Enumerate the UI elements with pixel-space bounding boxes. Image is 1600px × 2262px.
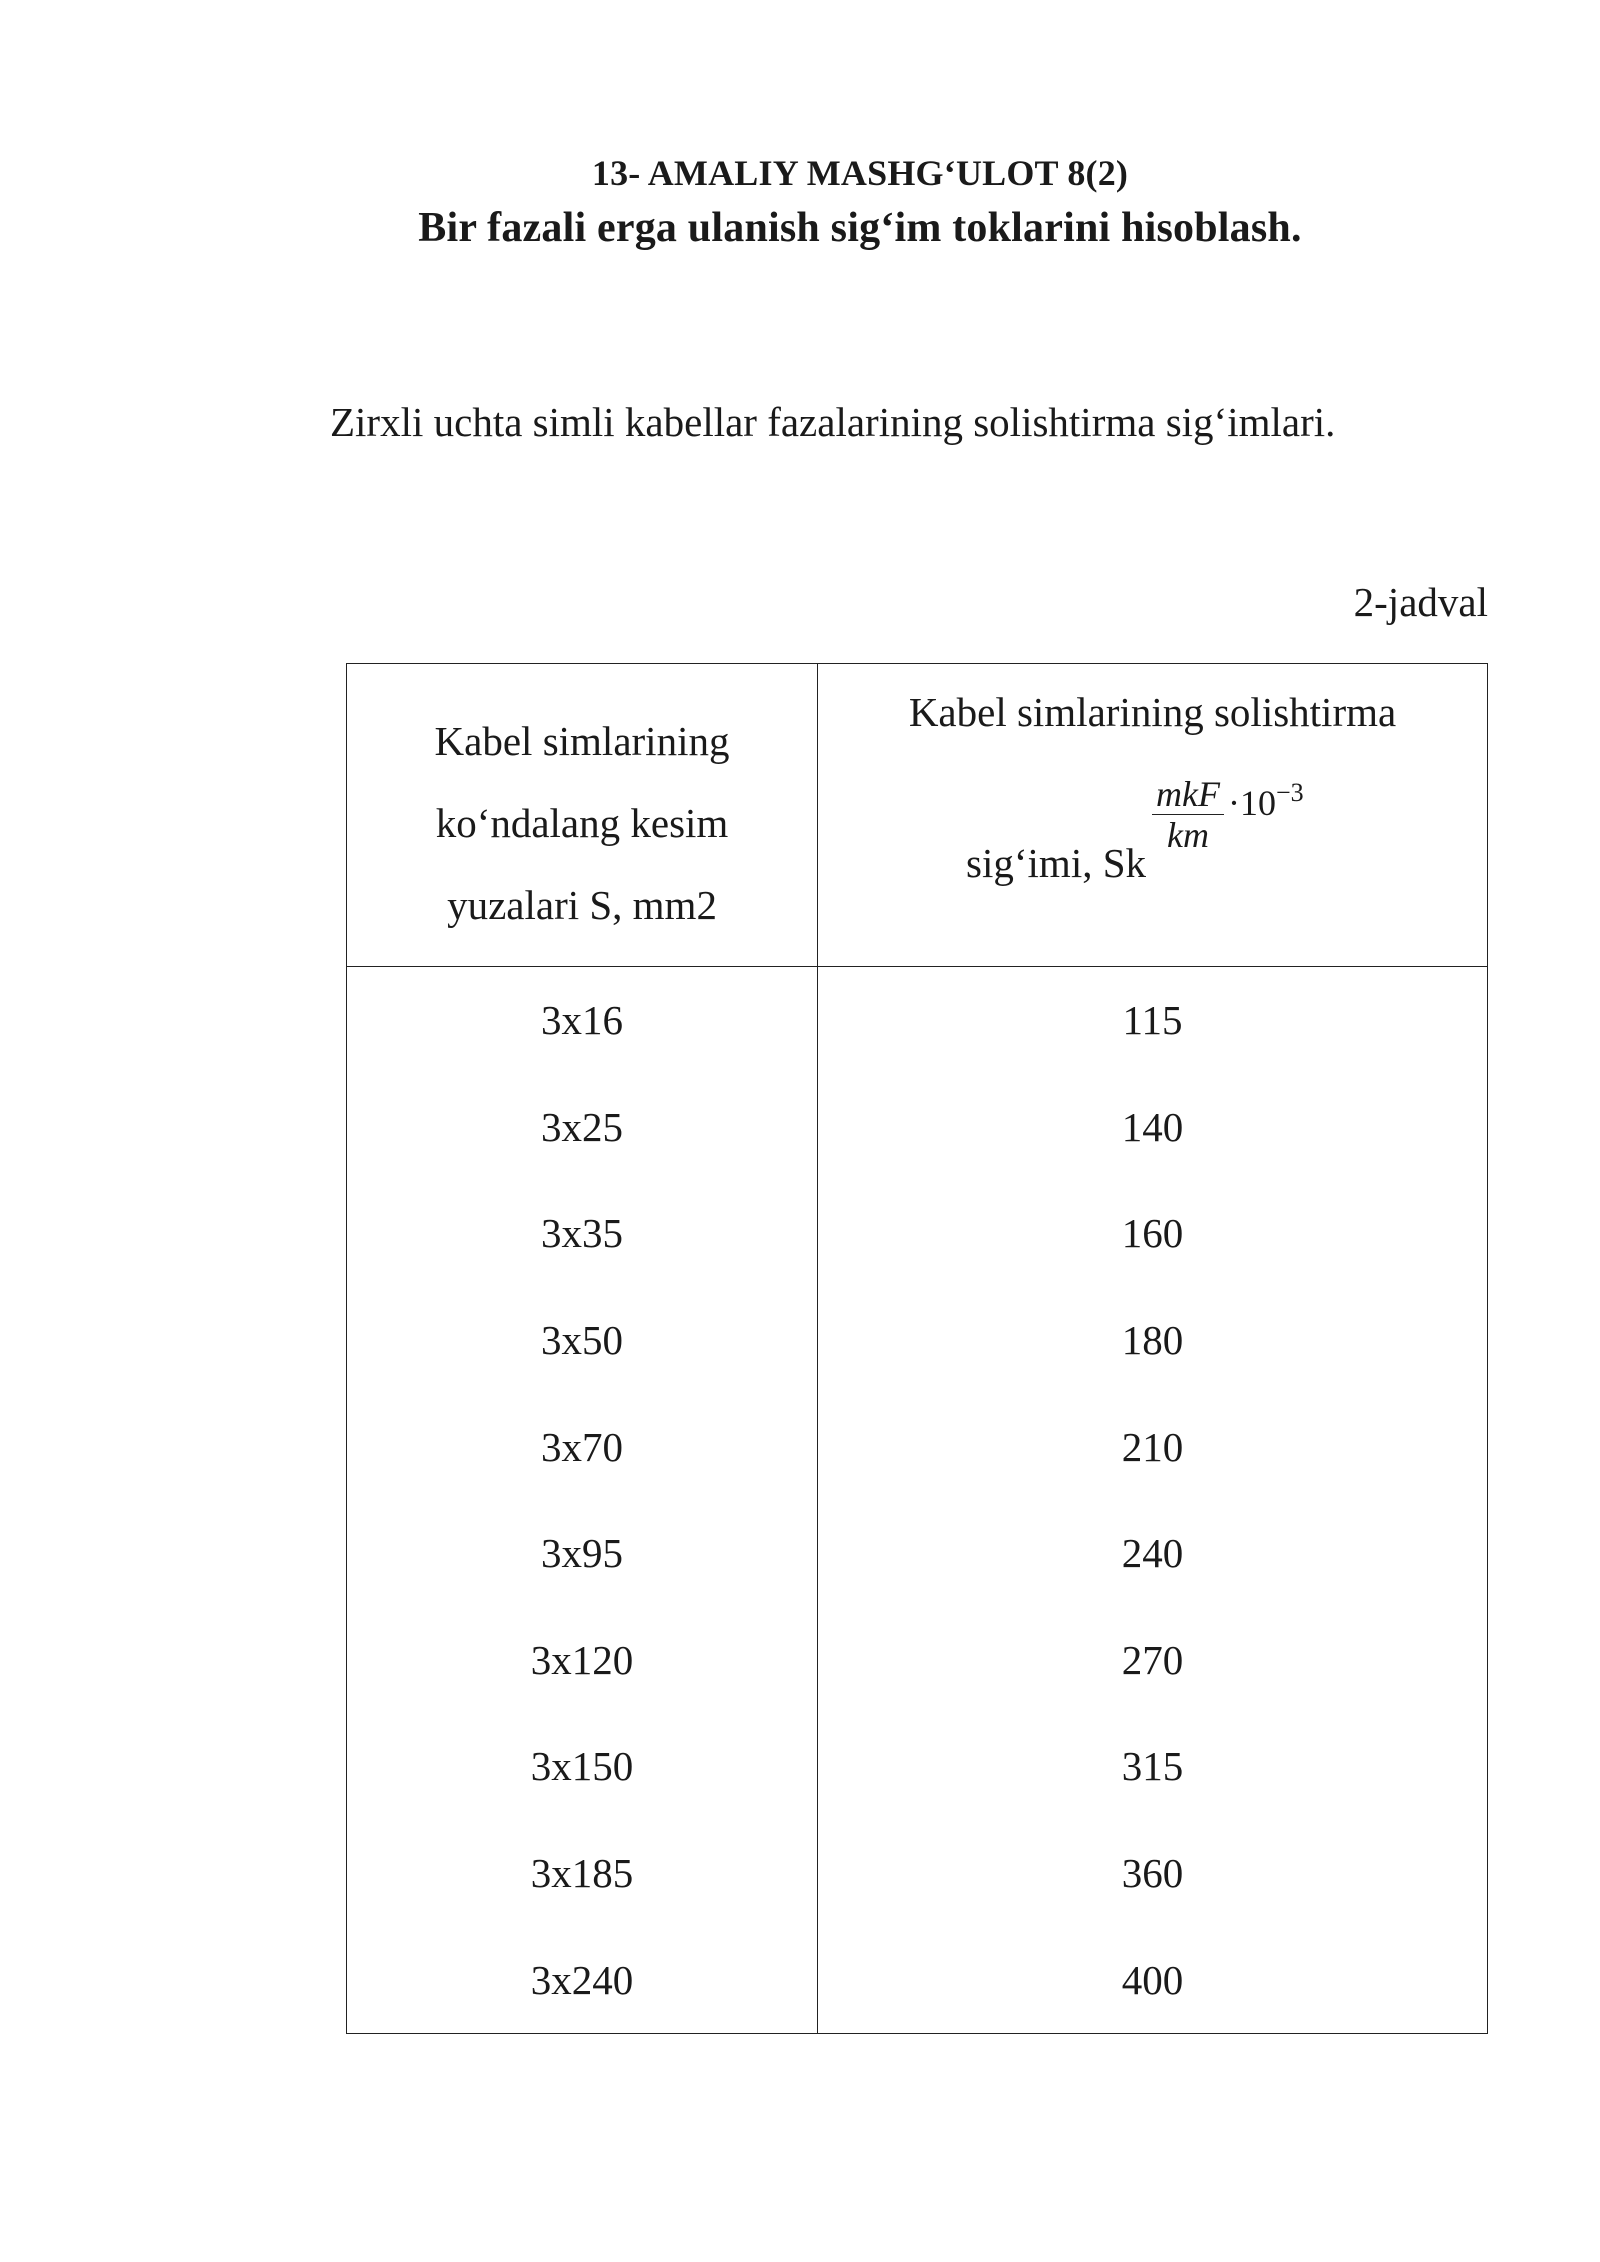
table-row	[347, 1180, 1488, 1287]
table-row	[347, 967, 1488, 1074]
cell-capacity: 315	[818, 1713, 1488, 1820]
unit-power	[1228, 778, 1304, 824]
cell-capacity: 115	[818, 967, 1488, 1074]
cell-capacity: 360	[818, 1820, 1488, 1927]
cell-capacity: 240	[818, 1500, 1488, 1607]
table-caption: 2-jadval	[1353, 579, 1488, 625]
table-row	[347, 1393, 1488, 1500]
table-row	[347, 1820, 1488, 1927]
cell-cross-section: 3x240	[347, 1926, 818, 2033]
header-left-line: yuzalari S, mm2	[447, 882, 717, 928]
header-specific-capacity	[818, 664, 1488, 967]
cell-capacity: 180	[818, 1287, 1488, 1394]
table-row	[347, 1926, 1488, 2033]
cell-capacity: 270	[818, 1607, 1488, 1714]
cell-cross-section: 3x35	[347, 1180, 818, 1287]
cell-cross-section: 3x50	[347, 1287, 818, 1394]
exercise-subtitle: Bir fazali erga ulanish sig‘im toklarini hisoblash.	[418, 205, 1302, 251]
unit-formula	[1152, 774, 1304, 855]
unit-factor: ·10	[1228, 782, 1276, 823]
unit-numerator: mkF	[1156, 774, 1220, 814]
cell-cross-section: 3x70	[347, 1393, 818, 1500]
header-cross-section	[347, 664, 818, 967]
cell-cross-section: 3x16	[347, 967, 818, 1074]
cell-capacity: 140	[818, 1074, 1488, 1181]
cable-capacity-table	[346, 663, 1488, 2034]
table-row	[347, 1074, 1488, 1181]
cell-cross-section: 3x25	[347, 1074, 818, 1181]
exercise-title: 13- AMALIY MASHG‘ULOT 8(2)	[591, 153, 1129, 193]
header-left-line: ko‘ndalang kesim	[435, 800, 729, 846]
cell-cross-section: 3x150	[347, 1713, 818, 1820]
cell-cross-section: 3x120	[347, 1607, 818, 1714]
unit-fraction	[1152, 774, 1224, 855]
table-row	[347, 1287, 1488, 1394]
table-body	[347, 967, 1488, 2034]
table-row	[347, 1713, 1488, 1820]
cell-capacity: 210	[818, 1393, 1488, 1500]
header-right-line: Kabel simlarining solishtirma	[908, 689, 1397, 735]
cell-capacity: 400	[818, 1926, 1488, 2033]
unit-exponent: −3	[1276, 777, 1304, 807]
cell-capacity: 160	[818, 1180, 1488, 1287]
table-row	[347, 1607, 1488, 1714]
header-right-line: sig‘imi, Sk	[966, 840, 1147, 886]
table-header-row	[347, 664, 1488, 967]
header-left-line: Kabel simlarining	[434, 718, 730, 764]
unit-denominator: km	[1167, 815, 1209, 855]
table-row	[347, 1500, 1488, 1607]
cell-cross-section: 3x185	[347, 1820, 818, 1927]
cell-cross-section: 3x95	[347, 1500, 818, 1607]
intro-paragraph: Zirxli uchta simli kabellar fazalarining solishtirma sig‘imlari.	[330, 399, 1336, 445]
